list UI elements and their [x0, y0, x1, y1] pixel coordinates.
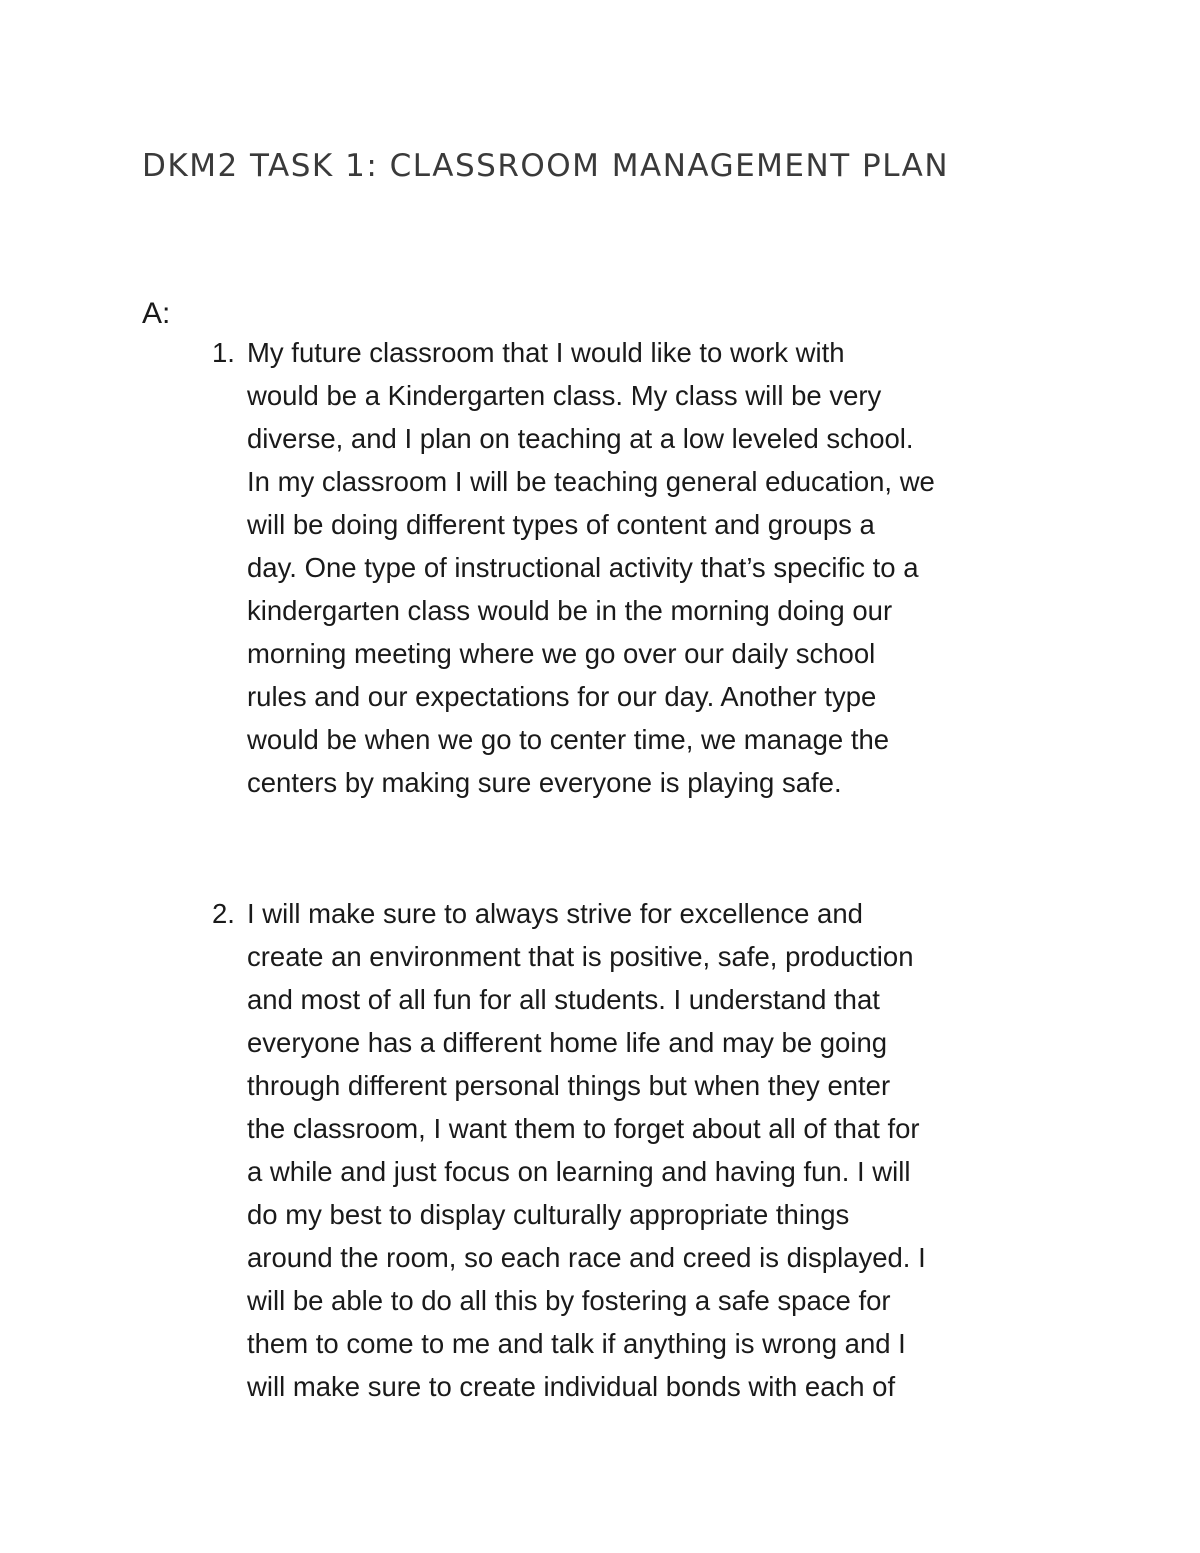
- paragraph-line: through different personal things but when they enter: [247, 1070, 891, 1101]
- paragraph-line: would be a Kindergarten class. My class will be very: [247, 380, 882, 411]
- paragraph-line: diverse, and I plan on teaching at a low leveled school.: [247, 423, 914, 454]
- list-item-number: 2.: [212, 898, 235, 929]
- list-item-2: [212, 892, 1072, 1408]
- paragraph-line: a while and just focus on learning and having fun. I will: [247, 1156, 911, 1187]
- paragraph-line: centers by making sure everyone is playing safe.: [247, 767, 842, 798]
- paragraph-line: My future classroom that I would like to work with: [247, 337, 845, 368]
- section-label: A:: [142, 297, 171, 330]
- paragraph-line: them to come to me and talk if anything is wrong and I: [247, 1328, 906, 1359]
- paragraph-line: would be when we go to center time, we manage the: [247, 724, 890, 755]
- paragraph-line: will be able to do all this by fostering a safe space for: [247, 1285, 891, 1316]
- paragraph-line: and most of all fun for all students. I understand that: [247, 984, 880, 1015]
- paragraph-line: the classroom, I want them to forget about all of that for: [247, 1113, 920, 1144]
- list-item-1: [212, 331, 1072, 804]
- paragraph-line: day. One type of instructional activity that’s specific to a: [247, 552, 919, 583]
- paragraph-line: everyone has a different home life and may be going: [247, 1027, 888, 1058]
- list-item-number: 1.: [212, 337, 235, 368]
- paragraph-line: I will make sure to always strive for excellence and: [247, 898, 863, 929]
- paragraph-line: will be doing different types of content and groups a: [247, 509, 875, 540]
- paragraph-line: In my classroom I will be teaching general education, we: [247, 466, 935, 497]
- paragraph-line: will make sure to create individual bonds with each of: [247, 1371, 896, 1402]
- paragraph-line: morning meeting where we go over our daily school: [247, 638, 876, 669]
- paragraph-line: rules and our expectations for our day. Another type: [247, 681, 877, 712]
- paragraph-line: do my best to display culturally appropriate things: [247, 1199, 850, 1230]
- document-title: DKM2 TASK 1: CLASSROOM MANAGEMENT PLAN: [142, 148, 950, 184]
- paragraph-line: around the room, so each race and creed is displayed. I: [247, 1242, 926, 1273]
- paragraph-line: create an environment that is positive, safe, production: [247, 941, 914, 972]
- paragraph-line: kindergarten class would be in the morning doing our: [247, 595, 893, 626]
